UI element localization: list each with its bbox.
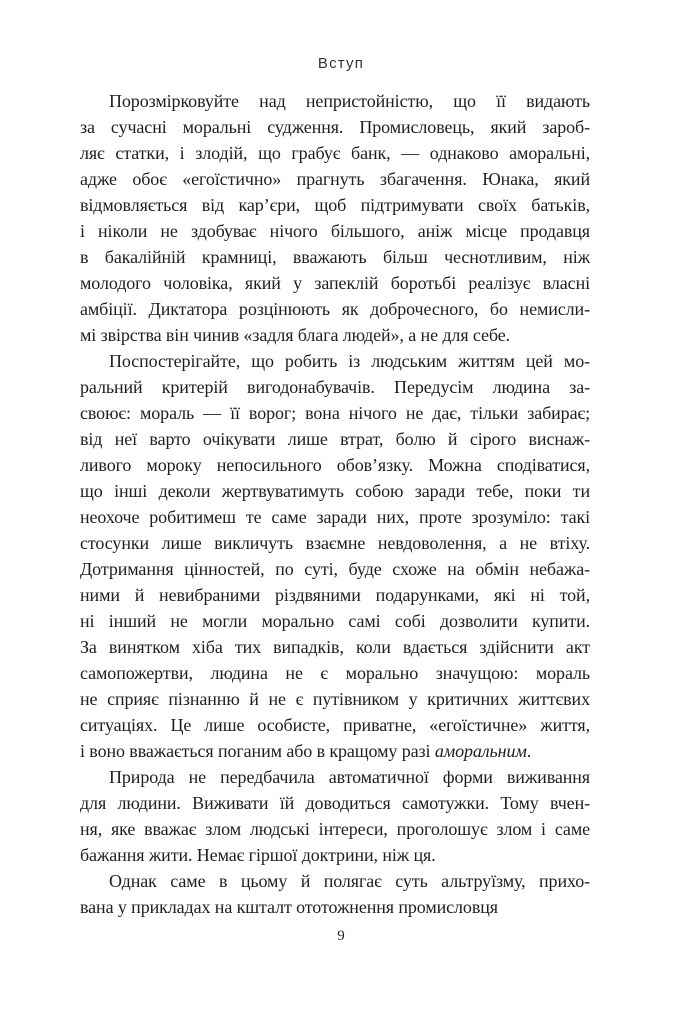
text-line bbox=[80, 478, 590, 504]
text-segment: Порозмірковуйте над непристойністю, що її видають bbox=[109, 91, 590, 111]
text-line bbox=[80, 322, 590, 348]
paragraph bbox=[80, 88, 590, 348]
text-segment: не сприяє пізнанню й не є путівником у критичних життєвих bbox=[80, 689, 590, 709]
text-line bbox=[80, 712, 590, 738]
text-line bbox=[80, 582, 590, 608]
text-line bbox=[80, 296, 590, 322]
text-line bbox=[80, 530, 590, 556]
text-line bbox=[80, 816, 590, 842]
text-line bbox=[80, 88, 590, 114]
text-line bbox=[80, 218, 590, 244]
text-line bbox=[80, 868, 590, 894]
text-segment: від неї варто очікувати лише втрат, болю й сірого виснаж- bbox=[80, 429, 590, 449]
text-line bbox=[80, 790, 590, 816]
paragraph bbox=[80, 764, 590, 868]
text-segment: ливого мороку непосильного обов’язку. Можна сподіватися, bbox=[80, 455, 590, 475]
italic-text: аморальним bbox=[434, 741, 527, 761]
text-segment: Однак саме в цьому й полягає суть альтруїзму, прихо- bbox=[109, 871, 590, 891]
text-segment: . bbox=[526, 741, 532, 761]
text-line bbox=[80, 244, 590, 270]
text-segment: що інші деколи жертвуватимуть собою заради тебе, поки ти bbox=[80, 481, 590, 501]
text-segment: ними й невибраними різдвяними подарунками, які ні той, bbox=[80, 585, 590, 605]
text-segment: ня, яке вважає злом людські інтереси, проголошує злом і саме bbox=[80, 819, 590, 839]
text-line bbox=[80, 660, 590, 686]
text-segment: бажання жити. Немає гіршої доктрини, ніж ця. bbox=[80, 845, 436, 865]
text-line bbox=[80, 764, 590, 790]
text-line bbox=[80, 842, 590, 868]
paragraph bbox=[80, 868, 590, 920]
text-segment: ральний критерій вигодонабувачів. Передусім людина за- bbox=[80, 377, 590, 397]
chapter-title: Вступ bbox=[317, 55, 365, 72]
text-segment: ляє статки, і злодій, що грабує банк, — однаково аморальні, bbox=[80, 143, 590, 163]
text-segment: молодого чоловіка, який у запеклій боротьбі реалізує власні bbox=[80, 273, 590, 293]
page-number: 9 bbox=[337, 928, 345, 944]
text-line bbox=[80, 426, 590, 452]
text-line bbox=[80, 556, 590, 582]
text-segment: самопожертви, людина не є морально значущою: мораль bbox=[80, 663, 590, 683]
text-line bbox=[80, 374, 590, 400]
text-line bbox=[80, 270, 590, 296]
text-segment: в бакалійній крамниці, вважають більш чеснотливим, ніж bbox=[80, 247, 590, 267]
text-segment: за сучасні моральні судження. Промисловець, який зароб- bbox=[80, 117, 590, 137]
text-segment: ні інший не могли морально самі собі дозволити купити. bbox=[80, 611, 590, 631]
text-segment: відмовляється від кар’єри, щоб підтримувати своїх батьків, bbox=[80, 195, 590, 215]
text-line bbox=[80, 192, 590, 218]
body-text bbox=[80, 88, 590, 920]
text-line bbox=[80, 348, 590, 374]
text-segment: Поспостерігайте, що робить із людським життям цей мо- bbox=[109, 351, 590, 371]
text-line bbox=[80, 400, 590, 426]
text-line bbox=[80, 686, 590, 712]
text-segment: Дотримання цінностей, по суті, буде схоже на обмін небажа- bbox=[80, 559, 590, 579]
text-segment: і воно вважається поганим або в кращому разі bbox=[80, 741, 435, 761]
text-line bbox=[80, 166, 590, 192]
text-segment: вана у прикладах на кшталт ототожнення промисловця bbox=[80, 897, 498, 917]
text-segment: амбіції. Диктатора розцінюють як доброчесного, бо немисли- bbox=[80, 299, 590, 319]
text-segment: своює: мораль — її ворог; вона нічого не дає, тільки забирає; bbox=[80, 403, 590, 423]
text-segment: За винятком хіба тих випадків, коли вдається здійснити акт bbox=[80, 637, 590, 657]
text-line bbox=[80, 738, 590, 764]
paragraph bbox=[80, 348, 590, 764]
text-line bbox=[80, 140, 590, 166]
text-segment: і ніколи не здобуває нічого більшого, аніж місце продавця bbox=[80, 221, 590, 241]
text-segment: адже обоє «егоїстично» прагнуть збагачення. Юнака, який bbox=[80, 169, 590, 189]
text-segment: для людини. Виживати їй доводиться самотужки. Тому вчен- bbox=[80, 793, 590, 813]
text-segment: стосунки лише викличуть взаємне невдоволення, а не втіху. bbox=[80, 533, 590, 553]
text-line bbox=[80, 504, 590, 530]
text-line bbox=[80, 608, 590, 634]
text-segment: Природа не передбачила автоматичної форми виживання bbox=[109, 767, 590, 787]
text-segment: неохоче робитимеш те саме заради них, проте зрозуміло: такі bbox=[80, 507, 590, 527]
text-line bbox=[80, 634, 590, 660]
text-line bbox=[80, 114, 590, 140]
text-line bbox=[80, 452, 590, 478]
text-line bbox=[80, 894, 590, 920]
text-segment: ситуаціях. Це лише особисте, приватне, «егоїстичне» життя, bbox=[80, 715, 590, 735]
text-segment: мі звірства він чинив «задля блага людей», а не для себе. bbox=[80, 325, 511, 345]
